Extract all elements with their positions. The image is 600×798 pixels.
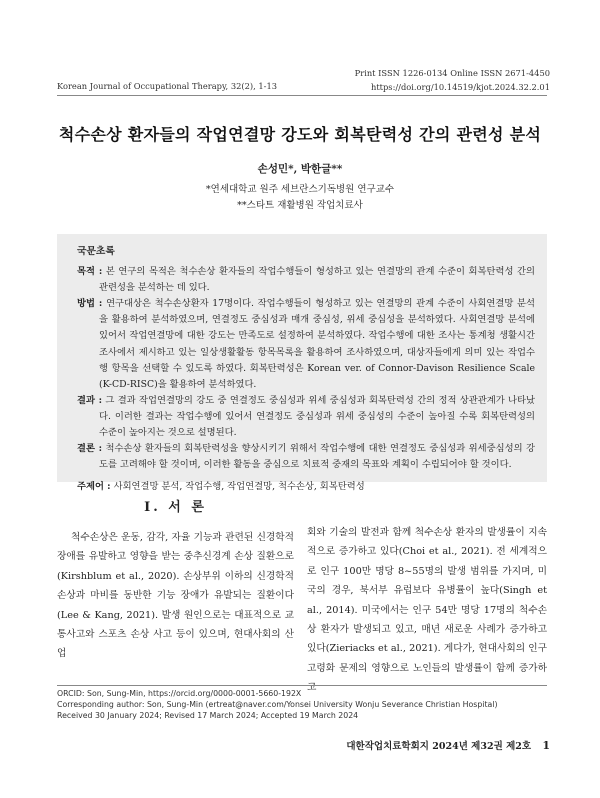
section-title-introduction: Ⅰ. 서 론 [144, 500, 207, 515]
abstract-box [57, 234, 547, 493]
paper-title: 척수손상 환자들의 작업연결망 강도와 회복탄력성 간의 관련성 분석 [58, 125, 542, 144]
received-dates: Received 30 January 2024; Revised 17 March 2024; Accepted 19 March 2024 [57, 711, 359, 720]
orcid-note[interactable]: ORCID: Son, Sung-Min, https://orcid.org/0000-0001-5660-192X [57, 689, 302, 698]
affiliation-2: **스타트 재활병원 작업치료사 [237, 200, 363, 211]
affiliation-1: *연세대학교 원주 세브란스기독병원 연구교수 [205, 184, 395, 195]
journal-footer [346, 738, 550, 752]
journal-citation: Korean Journal of Occupational Therapy, 32(2), 1-13 [57, 81, 278, 91]
abstract-conclusion [77, 441, 535, 473]
abstract-purpose [77, 264, 535, 296]
method-text: 연구대상은 척수손상환자 17명이다. 작업수행들이 형성하고 있는 연결망의 관계 수준이 사회연결망 분석을 활용하여 분석하였으며, 연결정도 중심성과 매개 중심성, 위세 중심성을 분석하였다. 사회연결망 분석에 있어서 작업연결망에 대한 강도는 만족도로 설정하여 분석하였다. 작업수행에 대한 조사는 통계청 생활시간조사에서 제시하고 있는 일상생활활동 항목목록을 활용하여 조사하였으며, 대상자들에게 의미 있는 작업수행 항목을 선택할 수 있도록 하였다. 회복탄력성은 Korean ver. of Connor-Davison Resilience Scale (K-CD-RISC)을 활용하여 분석하였다. [99, 298, 535, 390]
issn-text: Print ISSN 1226-0134 Online ISSN 2671-4450 [354, 68, 550, 78]
conclusion-text: 척수손상 환자들의 회복탄력성을 향상시키기 위해서 작업수행에 대한 연결정도 중심성과 위세중심성의 강도를 고려해야 할 것이며, 이러한 활동을 중심으로 치료적 중재의 목표와 계획이 수립되어야 할 것이다. [99, 443, 535, 471]
abstract-keywords [77, 479, 535, 495]
corresponding-author-note: Corresponding author: Son, Sung-Min (ertreat@naver.com/Yonsei University Wonju Severance Christian Hospital) [57, 700, 498, 709]
intro-left-column: 척수손상은 운동, 감각, 자율 기능과 관련된 신경학적 장애를 유발하고 영향을 받는 중추신경계 손상 질환으로(Kirshblum et al., 2020). 손상부위 이하의 신경학적 손상과 마비를 동반한 기능 장애가 유발되는 질환이다(Lee & Kang, 2021). 발생 원인으로는 대표적으로 교통사고와 스포츠 손상 사고 등이 있으며, 현대사회의 산업 [57, 532, 294, 660]
method-label: 방법 : [77, 298, 103, 310]
header-rule [57, 95, 547, 96]
footnote-rule [57, 685, 547, 686]
journal-footer-text: 대한작업치료학회지 2024년 제32권 제2호 [346, 741, 532, 752]
purpose-text: 본 연구의 목적은 척수손상 환자들의 작업수행들이 형성하고 있는 연결망의 관계 수준이 회복탄력성 간의 관련성을 분석하는 데 있다. [99, 266, 535, 294]
keywords-label: 주제어 : [77, 481, 111, 493]
result-label: 결과 : [77, 394, 103, 406]
page-number: 1 [542, 739, 550, 752]
abstract-heading: 국문초록 [77, 246, 115, 257]
result-text: 그 결과 작업연결망의 강도 중 연결정도 중심성과 위세 중심성과 회복탄력성 간의 정적 상관관계가 나타났다. 이러한 결과는 작업수행에 있어서 연결정도 중심성과 위세 중심성의 수준이 높아질 수록 회복탄력성의 수준이 높아지는 것으로 설명된다. [99, 394, 535, 439]
intro-right-column: 회와 기술의 발전과 함께 척수손상 환자의 발생률이 지속적으로 증가하고 있다(Choi et al., 2021). 전 세계적으로 인구 100만 명당 8~55명의 발생 범위를 가지며, 미국의 경우, 북서부 유럽보다 유병률이 높다(Singh et al., 2014). 미국에서는 인구 54만 명당 17명의 척수손상 환자가 발생되고 있고, 매년 새로운 사례가 증가하고 있다(Zieriacks et al., 2021). 게다가, 현대사회의 인구고령화 문제의 영향으로 노인들의 발생률이 함께 증가하고 [307, 527, 547, 694]
conclusion-label: 결론 : [77, 443, 103, 455]
doi-link[interactable]: https://doi.org/10.14519/kjot.2024.32.2.01 [370, 82, 550, 92]
purpose-label: 목적 : [77, 266, 103, 278]
keywords-text: 사회연결망 분석, 작업수행, 작업연결망, 척수손상, 회복탄력성 [113, 481, 365, 493]
authors: 손성민*, 박한글** [257, 163, 343, 175]
abstract-method [77, 296, 535, 393]
abstract-result [77, 393, 535, 441]
